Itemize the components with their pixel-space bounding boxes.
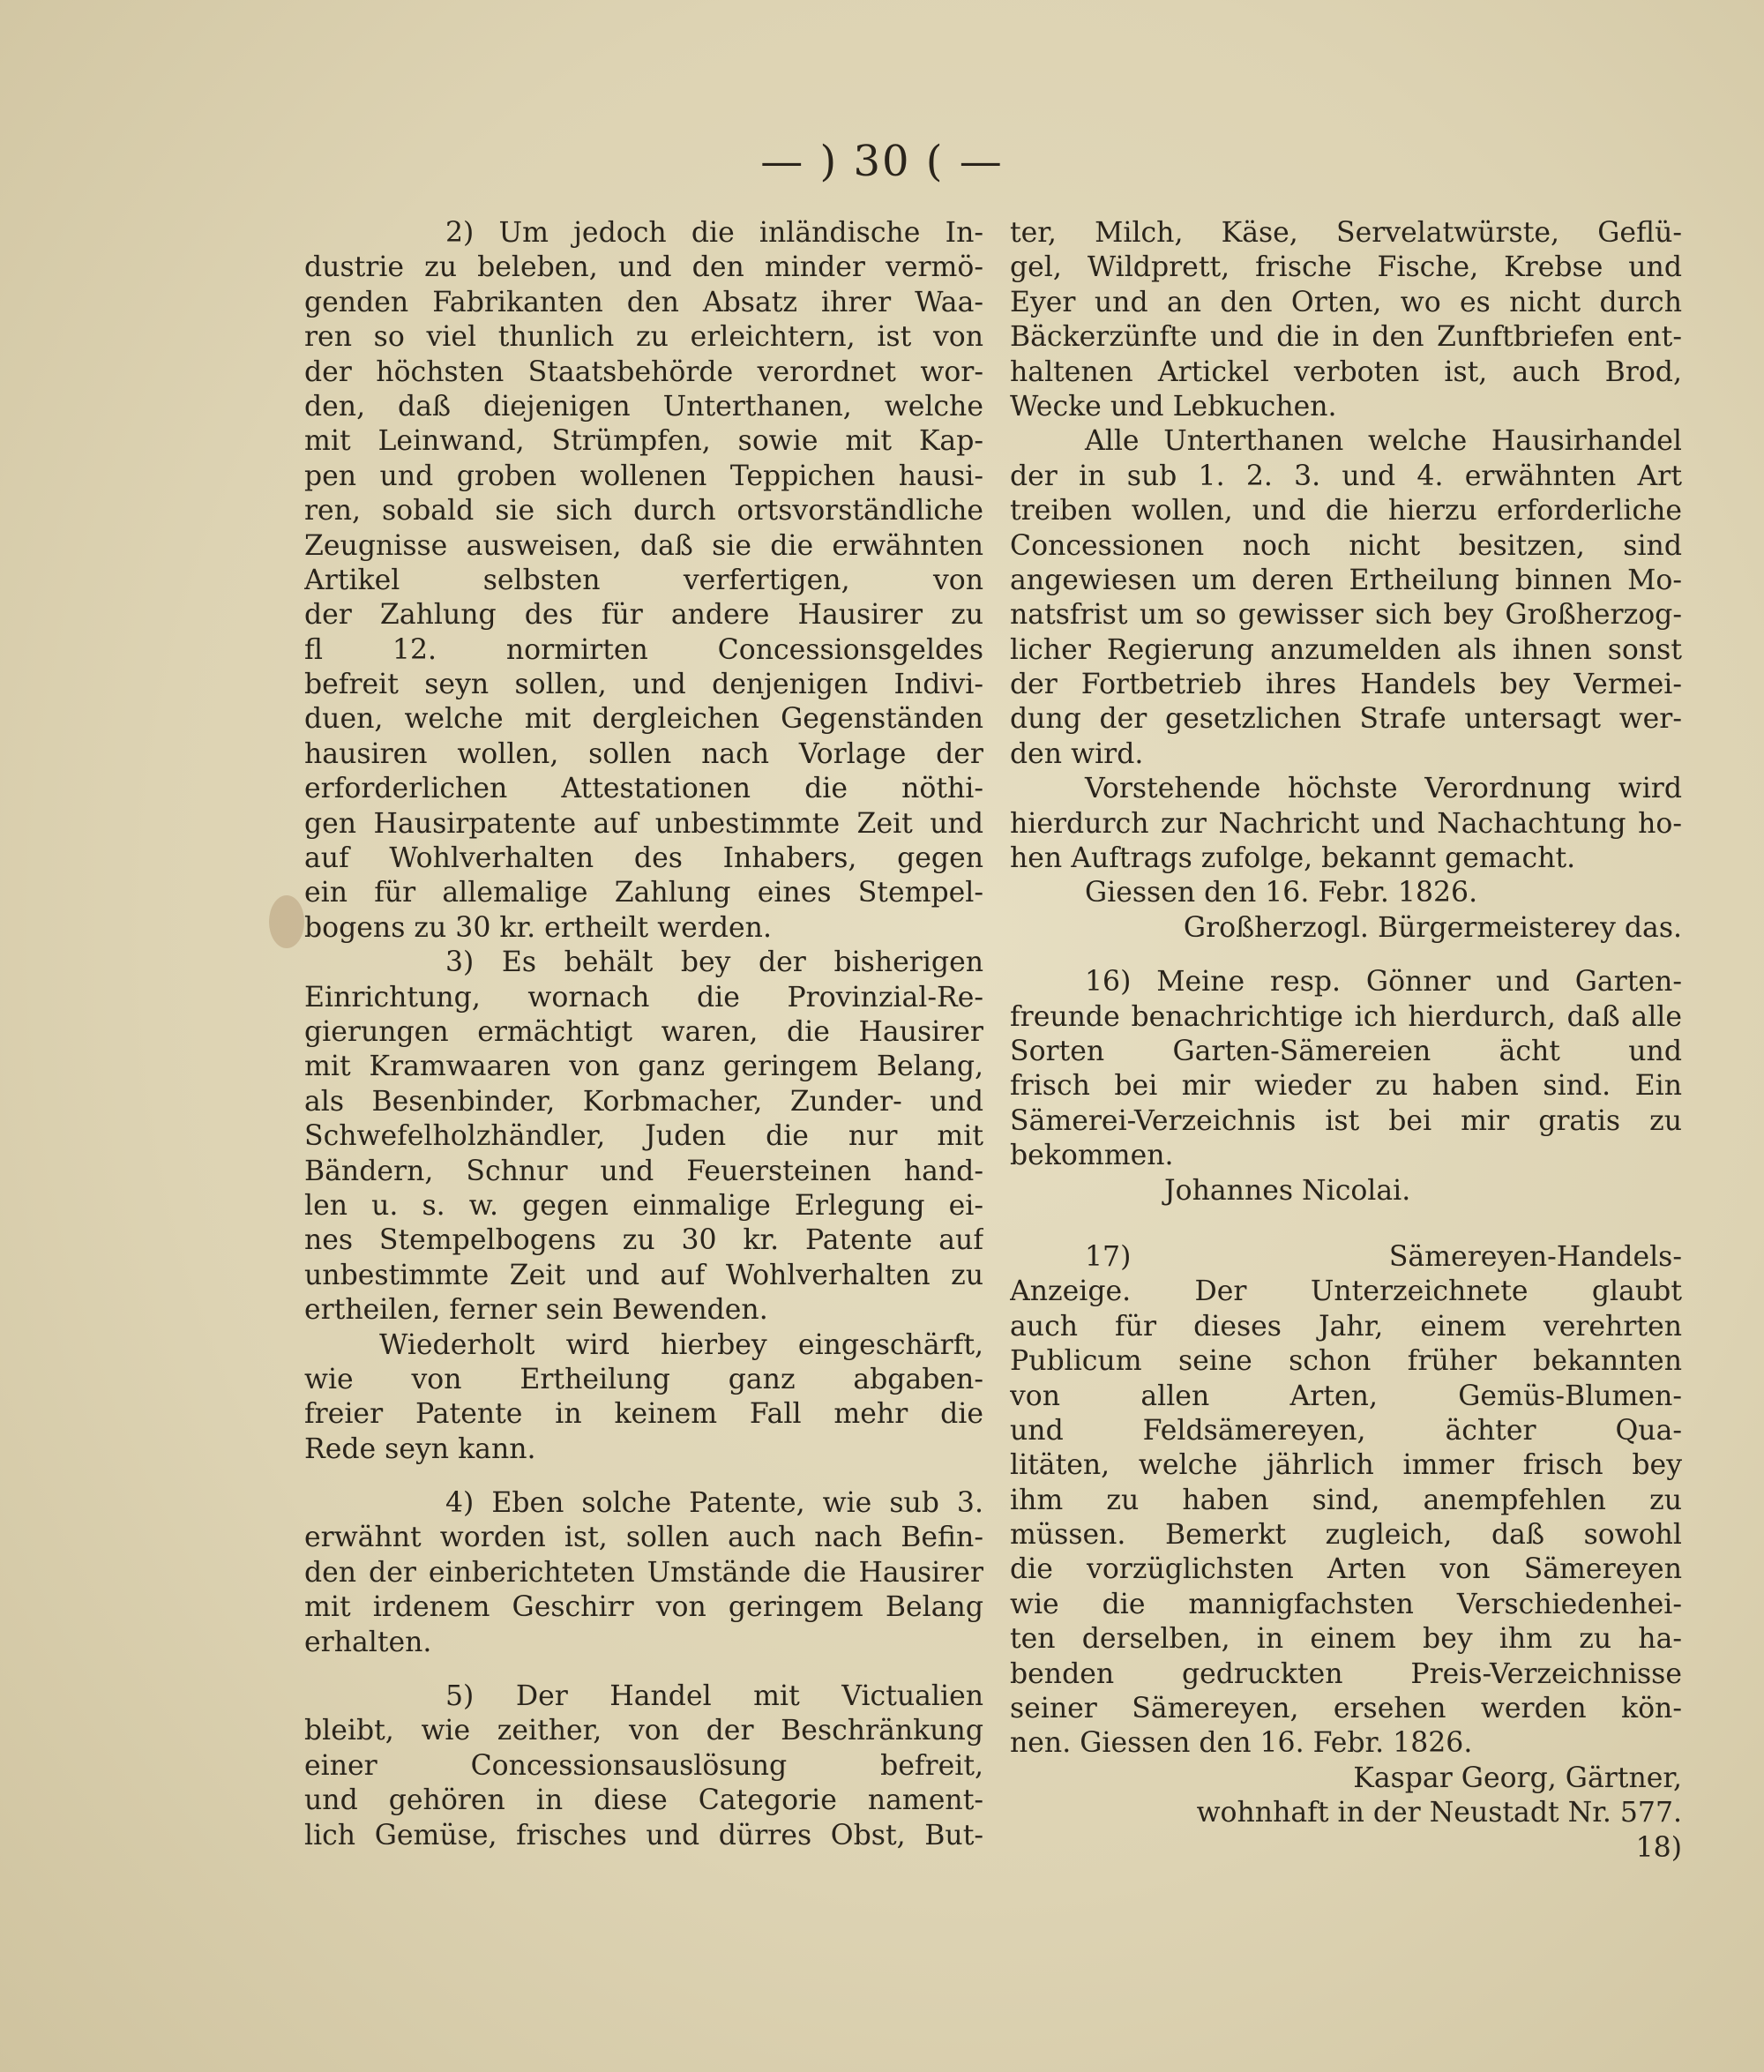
- text-line: 17) Sämereyen-Handels-: [1085, 1240, 1682, 1273]
- text-line: Vorstehende höchste Verordnung wird: [1085, 773, 1682, 805]
- text-line: auf Wohlverhalten des Inhabers, gegen: [304, 842, 983, 875]
- paragraph-gap: [1010, 1208, 1682, 1240]
- text-line: gel, Wildprett, frische Fische, Krebse und: [1010, 251, 1682, 284]
- text-line: haltenen Artickel verboten ist, auch Brod,: [1010, 355, 1682, 388]
- text-line: dung der gesetzlichen Strafe untersagt wer-: [1010, 703, 1682, 736]
- text-line: Eyer und an den Orten, wo es nicht durch: [1010, 286, 1682, 318]
- text-line: litäten, welche jährlich immer frisch bey: [1010, 1449, 1682, 1482]
- text-line: Sorten Garten-Sämereien ächt und: [1010, 1035, 1682, 1067]
- text-line: lich Gemüse, frisches und dürres Obst, But-: [304, 1819, 983, 1851]
- text-line: den wird.: [1010, 737, 1144, 770]
- text-line: freier Patente in keinem Fall mehr die: [304, 1398, 983, 1431]
- text-line: hen Auftrags zufolge, bekannt gemacht.: [1010, 842, 1576, 875]
- text-line: mit Kramwaaren von ganz geringem Belang,: [304, 1051, 983, 1083]
- text-line: einer Concessionsauslösung befreit,: [304, 1749, 983, 1782]
- text-line: erhalten.: [304, 1626, 432, 1658]
- text-line: von allen Arten, Gemüs-Blumen-: [1010, 1380, 1682, 1412]
- text-line: len u. s. w. gegen einmalige Erlegung ei-: [304, 1189, 983, 1222]
- text-line: erwähnt worden ist, sollen auch nach Befin-: [304, 1522, 983, 1554]
- left-column: [304, 216, 983, 1853]
- text-line: auch für dieses Jahr, einem verehrten: [1010, 1310, 1682, 1343]
- text-line: bekommen.: [1010, 1140, 1174, 1172]
- text-line: ein für allemalige Zahlung eines Stempel-: [304, 877, 983, 909]
- text-line: 5) Der Handel mit Victualien: [445, 1680, 983, 1713]
- text-line: Rede seyn kann.: [304, 1432, 536, 1465]
- text-line: Einrichtung, wornach die Provinzial-Re-: [304, 981, 983, 1014]
- text-line: der höchsten Staatsbehörde verordnet wor-: [304, 355, 983, 388]
- text-line: hierdurch zur Nachricht und Nachachtung ho-: [1010, 807, 1682, 840]
- text-line: den der einberichteten Umstände die Hausirer: [304, 1556, 983, 1589]
- text-line: müssen. Bemerkt zugleich, daß sowohl: [1010, 1519, 1682, 1552]
- text-line: genden Fabrikanten den Absatz ihrer Waa-: [304, 286, 983, 318]
- text-line: pen und groben wollenen Teppichen hausi-: [304, 460, 983, 492]
- text-line: frisch bei mir wieder zu haben sind. Ein: [1010, 1070, 1682, 1103]
- page-number: — ) 30 ( —: [760, 137, 1004, 186]
- text-line: ren so viel thunlich zu erleichtern, ist von: [304, 321, 983, 354]
- text-line: 18): [1635, 1831, 1682, 1864]
- text-line: und gehören in diese Categorie nament-: [304, 1784, 983, 1817]
- text-line: und Feldsämereyen, ächter Qua-: [1010, 1414, 1682, 1447]
- text-line: Bäckerzünfte und die in den Zunftbriefen ent-: [1010, 321, 1682, 354]
- text-line: angewiesen um deren Ertheilung binnen Mo-: [1010, 564, 1682, 596]
- text-line: Bändern, Schnur und Feuersteinen hand-: [304, 1155, 983, 1187]
- text-line: Großherzogl. Bürgermeisterey das.: [1183, 911, 1682, 944]
- text-line: gierungen ermächtigt waren, die Hausirer: [304, 1015, 983, 1048]
- text-line: Alle Unterthanen welche Hausirhandel: [1085, 425, 1682, 458]
- paragraph-gap: [304, 1660, 983, 1679]
- text-line: Artikel selbsten verfertigen, von: [304, 564, 983, 596]
- text-line: 4) Eben solche Patente, wie sub 3.: [445, 1487, 983, 1520]
- text-line: ertheilen, ferner sein Bewenden.: [304, 1294, 768, 1327]
- text-line: duen, welche mit dergleichen Gegenständen: [304, 703, 983, 736]
- text-line: Publicum seine schon früher bekannten: [1010, 1345, 1682, 1378]
- text-line: licher Regierung anzumelden als ihnen sonst: [1010, 633, 1682, 666]
- text-line: hausiren wollen, sollen nach Vorlage der: [304, 737, 983, 770]
- text-line: bogens zu 30 kr. ertheilt werden.: [304, 911, 772, 944]
- text-line: Johannes Nicolai.: [1164, 1174, 1411, 1207]
- text-line: Sämerei-Verzeichnis ist bei mir gratis zu: [1010, 1104, 1682, 1137]
- text-line: wie die mannigfachsten Verschiedenhei-: [1010, 1588, 1682, 1620]
- text-line: 3) Es behält bey der bisherigen: [445, 946, 983, 979]
- text-line: mit Leinwand, Strümpfen, sowie mit Kap-: [304, 425, 983, 458]
- text-line: Wecke und Lebkuchen.: [1010, 390, 1337, 423]
- text-line: ihm zu haben sind, anempfehlen zu: [1010, 1484, 1682, 1516]
- text-line: den, daß diejenigen Unterthanen, welche: [304, 390, 983, 423]
- text-line: dustrie zu beleben, und den minder vermö-: [304, 251, 983, 284]
- text-line: nen. Giessen den 16. Febr. 1826.: [1010, 1727, 1473, 1760]
- text-line: die vorzüglichsten Arten von Sämereyen: [1010, 1553, 1682, 1586]
- text-line: als Besenbinder, Korbmacher, Zunder- und: [304, 1085, 983, 1118]
- text-line: 16) Meine resp. Gönner und Garten-: [1085, 966, 1682, 999]
- text-line: Schwefelholzhändler, Juden die nur mit: [304, 1120, 983, 1153]
- text-line: treiben wollen, und die hierzu erforderliche: [1010, 495, 1682, 527]
- text-line: nes Stempelbogens zu 30 kr. Patente auf: [304, 1224, 983, 1257]
- text-line: benden gedruckten Preis-Verzeichnisse: [1010, 1657, 1682, 1690]
- text-line: Anzeige. Der Unterzeichnete glaubt: [1010, 1275, 1682, 1308]
- text-line: Kaspar Georg, Gärtner,: [1353, 1762, 1682, 1794]
- text-line: fl 12. normirten Concessionsgeldes: [304, 633, 983, 666]
- text-line: wohnhaft in der Neustadt Nr. 577.: [1196, 1797, 1682, 1829]
- text-line: mit irdenem Geschirr von geringem Belang: [304, 1591, 983, 1624]
- text-line: 2) Um jedoch die inländische In-: [445, 217, 983, 249]
- text-line: natsfrist um so gewisser sich bey Großherzog-: [1010, 599, 1682, 632]
- text-line: Giessen den 16. Febr. 1826.: [1085, 877, 1478, 909]
- text-line: der Fortbetrieb ihres Handels bey Vermei-: [1010, 669, 1682, 701]
- text-line: ter, Milch, Käse, Servelatwürste, Geflü-: [1010, 217, 1682, 249]
- text-line: unbestimmte Zeit und auf Wohlverhalten zu: [304, 1259, 983, 1291]
- text-line: bleibt, wie zeither, von der Beschränkung: [304, 1715, 983, 1747]
- text-line: der Zahlung des für andere Hausirer zu: [304, 599, 983, 632]
- right-column: [1010, 216, 1682, 1866]
- paper-stain: [269, 895, 304, 948]
- text-line: Wiederholt wird hierbey eingeschärft,: [379, 1328, 983, 1361]
- text-line: befreit seyn sollen, und denjenigen Indivi-: [304, 669, 983, 701]
- text-line: freunde benachrichtige ich hierdurch, daß alle: [1010, 1000, 1682, 1033]
- text-line: erforderlichen Attestationen die nöthi-: [304, 773, 983, 805]
- text-line: der in sub 1. 2. 3. und 4. erwähnten Art: [1010, 460, 1682, 492]
- text-line: seiner Sämereyen, ersehen werden kön-: [1010, 1693, 1682, 1725]
- paragraph-gap: [1010, 946, 1682, 965]
- text-line: ten derselben, in einem bey ihm zu ha-: [1010, 1623, 1682, 1656]
- text-line: Concessionen noch nicht besitzen, sind: [1010, 529, 1682, 562]
- text-line: gen Hausirpatente auf unbestimmte Zeit und: [304, 807, 983, 840]
- text-line: Zeugnisse ausweisen, daß sie die erwähnten: [304, 529, 983, 562]
- paragraph-gap: [304, 1467, 983, 1486]
- text-line: ren, sobald sie sich durch ortsvorständliche: [304, 495, 983, 527]
- text-line: wie von Ertheilung ganz abgaben-: [304, 1363, 983, 1395]
